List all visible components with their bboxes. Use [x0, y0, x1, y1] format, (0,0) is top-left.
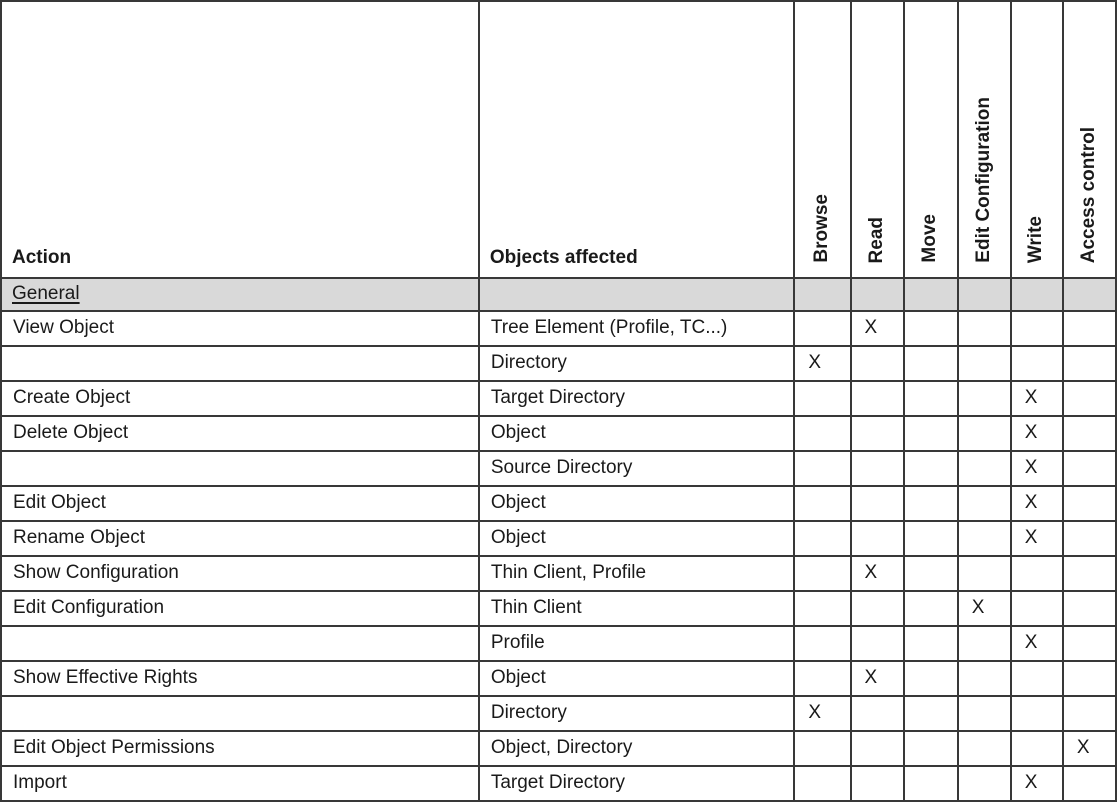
- mark-cell-write: [1011, 591, 1063, 626]
- mark-cell-write: [1011, 696, 1063, 731]
- table-row: [1, 486, 1116, 521]
- mark-cell-write: X: [1011, 416, 1063, 451]
- mark-cell-write: [1011, 346, 1063, 381]
- action-cell: Create Object: [1, 381, 479, 416]
- objects-cell: Thin Client: [479, 591, 795, 626]
- column-header-read: [851, 1, 904, 278]
- mark-cell-browse: X: [794, 346, 850, 381]
- table-row: [1, 696, 1116, 731]
- objects-cell: Tree Element (Profile, TC...): [479, 311, 795, 346]
- table-row: [1, 731, 1116, 766]
- section-cell-empty: [904, 278, 958, 311]
- mark-cell-write: [1011, 661, 1063, 696]
- action-cell: Delete Object: [1, 416, 479, 451]
- mark-cell-edit-configuration: [958, 661, 1011, 696]
- section-cell-empty: [851, 278, 904, 311]
- mark-cell-browse: [794, 311, 850, 346]
- mark-cell-move: [904, 766, 958, 801]
- action-cell: Edit Configuration: [1, 591, 479, 626]
- section-label: General: [12, 282, 80, 304]
- column-header-edit-configuration: [958, 1, 1011, 278]
- mark-cell-write: X: [1011, 451, 1063, 486]
- table-row: [1, 626, 1116, 661]
- mark-cell-access-control: [1063, 346, 1116, 381]
- mark-cell-edit-configuration: [958, 626, 1011, 661]
- mark-cell-access-control: [1063, 556, 1116, 591]
- mark-cell-browse: [794, 661, 850, 696]
- mark-cell-access-control: [1063, 451, 1116, 486]
- table-row: [1, 556, 1116, 591]
- mark-cell-browse: [794, 451, 850, 486]
- mark-cell-edit-configuration: [958, 696, 1011, 731]
- mark-cell-move: [904, 591, 958, 626]
- action-cell: Import: [1, 766, 479, 801]
- action-cell: Edit Object: [1, 486, 479, 521]
- action-cell: [1, 696, 479, 731]
- action-cell: [1, 346, 479, 381]
- mark-cell-access-control: [1063, 766, 1116, 801]
- action-cell: [1, 626, 479, 661]
- mark-cell-edit-configuration: [958, 521, 1011, 556]
- mark-cell-read: [851, 381, 904, 416]
- mark-cell-write: X: [1011, 381, 1063, 416]
- mark-cell-move: [904, 346, 958, 381]
- table-row: [1, 416, 1116, 451]
- mark-cell-edit-configuration: [958, 731, 1011, 766]
- mark-cell-write: X: [1011, 626, 1063, 661]
- objects-cell: Object: [479, 661, 795, 696]
- mark-cell-read: [851, 731, 904, 766]
- action-cell: Edit Object Permissions: [1, 731, 479, 766]
- mark-cell-write: X: [1011, 766, 1063, 801]
- mark-cell-read: [851, 591, 904, 626]
- table-row: [1, 311, 1116, 346]
- mark-cell-read: [851, 346, 904, 381]
- objects-cell: Target Directory: [479, 766, 795, 801]
- table-row: [1, 591, 1116, 626]
- action-cell: View Object: [1, 311, 479, 346]
- mark-cell-access-control: [1063, 311, 1116, 346]
- action-cell: Show Effective Rights: [1, 661, 479, 696]
- header-row: [1, 1, 1116, 278]
- mark-cell-write: [1011, 556, 1063, 591]
- column-header-write-label: Write: [1025, 215, 1047, 263]
- mark-cell-read: [851, 451, 904, 486]
- mark-cell-move: [904, 626, 958, 661]
- mark-cell-move: [904, 661, 958, 696]
- mark-cell-browse: [794, 521, 850, 556]
- section-cell: [1, 278, 479, 311]
- mark-cell-read: X: [851, 661, 904, 696]
- mark-cell-edit-configuration: [958, 556, 1011, 591]
- table-row: [1, 346, 1116, 381]
- mark-cell-move: [904, 521, 958, 556]
- column-header-move: [904, 1, 958, 278]
- mark-cell-access-control: [1063, 381, 1116, 416]
- mark-cell-edit-configuration: [958, 451, 1011, 486]
- objects-cell: Source Directory: [479, 451, 795, 486]
- column-header-edit-configuration-label: Edit Configuration: [972, 97, 994, 263]
- mark-cell-edit-configuration: [958, 766, 1011, 801]
- column-header-browse: [794, 1, 850, 278]
- action-cell: [1, 451, 479, 486]
- objects-cell: Directory: [479, 696, 795, 731]
- column-header-action: Action: [1, 1, 479, 278]
- table-row: [1, 661, 1116, 696]
- objects-cell: Object: [479, 521, 795, 556]
- table-row: [1, 381, 1116, 416]
- mark-cell-browse: [794, 591, 850, 626]
- section-cell-empty: [794, 278, 850, 311]
- mark-cell-browse: [794, 626, 850, 661]
- action-cell: Rename Object: [1, 521, 479, 556]
- table-row: [1, 451, 1116, 486]
- mark-cell-move: [904, 696, 958, 731]
- mark-cell-move: [904, 556, 958, 591]
- column-header-browse-label: Browse: [811, 194, 832, 263]
- column-header-access-control: [1063, 1, 1116, 278]
- objects-cell: Directory: [479, 346, 795, 381]
- mark-cell-browse: [794, 381, 850, 416]
- objects-cell: Object, Directory: [479, 731, 795, 766]
- mark-cell-access-control: [1063, 696, 1116, 731]
- section-cell-empty: [479, 278, 795, 311]
- mark-cell-write: X: [1011, 486, 1063, 521]
- table-body: [1, 278, 1116, 801]
- mark-cell-edit-configuration: X: [958, 591, 1011, 626]
- mark-cell-browse: [794, 766, 850, 801]
- mark-cell-edit-configuration: [958, 381, 1011, 416]
- objects-cell: Object: [479, 486, 795, 521]
- mark-cell-read: [851, 486, 904, 521]
- mark-cell-read: [851, 416, 904, 451]
- column-header-access-control-label: Access control: [1077, 126, 1099, 263]
- mark-cell-write: [1011, 311, 1063, 346]
- mark-cell-move: [904, 451, 958, 486]
- mark-cell-browse: [794, 731, 850, 766]
- action-cell: Show Configuration: [1, 556, 479, 591]
- mark-cell-write: [1011, 731, 1063, 766]
- mark-cell-browse: [794, 416, 850, 451]
- column-header-write: [1011, 1, 1063, 278]
- mark-cell-browse: [794, 556, 850, 591]
- section-cell-empty: [1011, 278, 1063, 311]
- objects-cell: Thin Client, Profile: [479, 556, 795, 591]
- mark-cell-move: [904, 731, 958, 766]
- section-row: [1, 278, 1116, 311]
- mark-cell-access-control: X: [1063, 731, 1116, 766]
- mark-cell-move: [904, 416, 958, 451]
- mark-cell-browse: [794, 486, 850, 521]
- mark-cell-read: [851, 521, 904, 556]
- mark-cell-access-control: [1063, 416, 1116, 451]
- objects-cell: Profile: [479, 626, 795, 661]
- mark-cell-read: X: [851, 556, 904, 591]
- mark-cell-edit-configuration: [958, 346, 1011, 381]
- column-header-move-label: Move: [919, 214, 941, 263]
- column-header-objects: Objects affected: [479, 1, 795, 278]
- objects-cell: Target Directory: [479, 381, 795, 416]
- mark-cell-edit-configuration: [958, 486, 1011, 521]
- mark-cell-edit-configuration: [958, 311, 1011, 346]
- mark-cell-move: [904, 381, 958, 416]
- mark-cell-read: [851, 626, 904, 661]
- mark-cell-access-control: [1063, 521, 1116, 556]
- mark-cell-move: [904, 486, 958, 521]
- table-row: [1, 521, 1116, 556]
- table-row: [1, 766, 1116, 801]
- mark-cell-browse: X: [794, 696, 850, 731]
- mark-cell-access-control: [1063, 661, 1116, 696]
- mark-cell-read: [851, 766, 904, 801]
- mark-cell-move: [904, 311, 958, 346]
- mark-cell-access-control: [1063, 486, 1116, 521]
- section-cell-empty: [958, 278, 1011, 311]
- objects-cell: Object: [479, 416, 795, 451]
- mark-cell-write: X: [1011, 521, 1063, 556]
- column-header-read-label: Read: [865, 216, 887, 263]
- mark-cell-read: [851, 696, 904, 731]
- mark-cell-access-control: [1063, 591, 1116, 626]
- mark-cell-edit-configuration: [958, 416, 1011, 451]
- mark-cell-read: X: [851, 311, 904, 346]
- section-cell-empty: [1063, 278, 1116, 311]
- mark-cell-access-control: [1063, 626, 1116, 661]
